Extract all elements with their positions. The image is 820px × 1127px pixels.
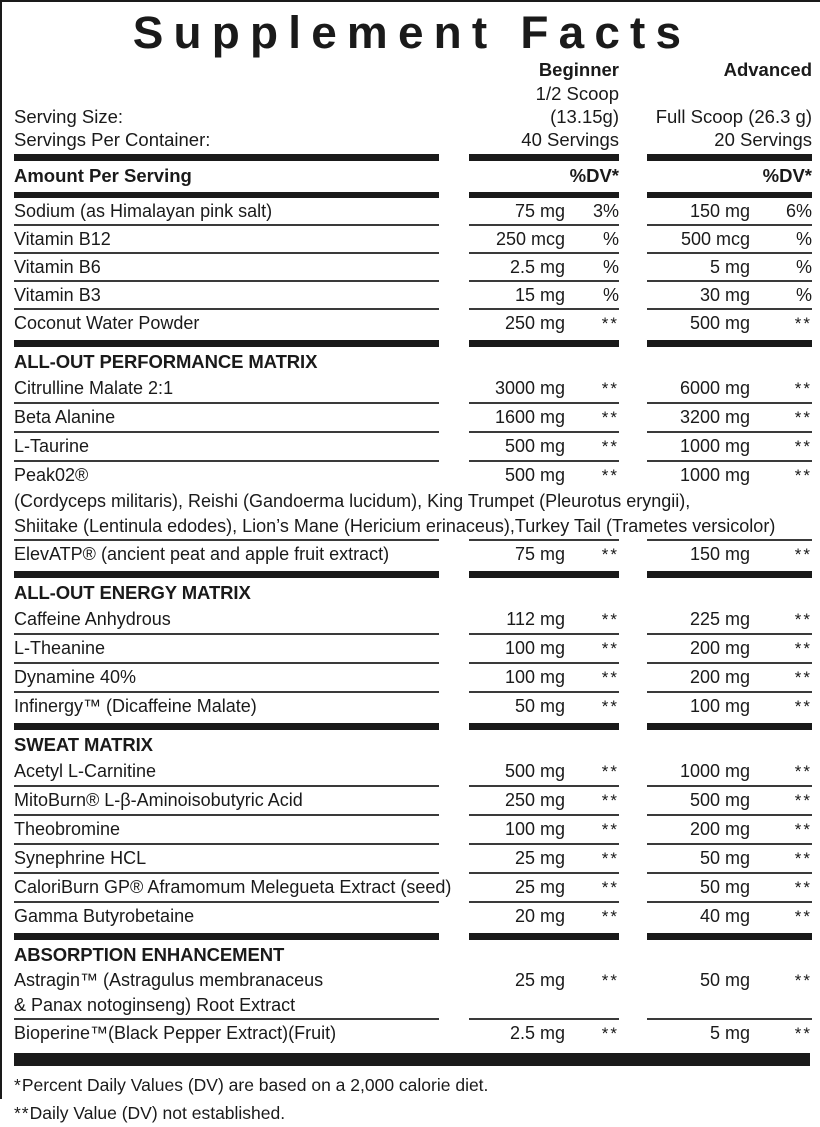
dv-advanced: ** <box>794 878 812 897</box>
amount-advanced: 200 mg <box>689 819 750 839</box>
dv-beginner: 3% <box>592 201 619 221</box>
dv-advanced: ** <box>794 379 812 398</box>
dv-advanced: ** <box>794 545 812 564</box>
dv-beginner: ** <box>601 610 619 629</box>
page-title: Supplement Facts <box>132 7 692 58</box>
amount-beginner: 250 mg <box>504 313 565 333</box>
amount-advanced: 5 mg <box>709 257 750 277</box>
dv-beginner: ** <box>601 791 619 810</box>
ingredient-description-line: (Cordyceps militaris), Reishi (Gandoerma lucidum), King Trumpet (Pleurotus eryngii), <box>14 491 691 511</box>
ingredient-name: Coconut Water Powder <box>14 313 200 333</box>
ingredient-name: Theobromine <box>14 819 121 839</box>
dv-beginner: ** <box>601 639 619 658</box>
dv-advanced: ** <box>794 971 812 990</box>
column-header-beginner: Beginner <box>538 59 619 80</box>
ingredient-name: Beta Alanine <box>14 407 116 427</box>
rule-bar <box>14 571 810 578</box>
ingredient-name: Sodium (as Himalayan pink salt) <box>14 201 273 221</box>
amount-advanced: 1000 mg <box>679 761 750 781</box>
serving-size-advanced: Full Scoop (26.3 g) <box>655 106 812 127</box>
dv-advanced: % <box>795 285 812 305</box>
ingredient-row <box>14 845 810 872</box>
ingredient-row <box>14 874 810 901</box>
ingredient-row <box>14 664 810 691</box>
amount-beginner: 500 mg <box>504 465 565 485</box>
dv-advanced: ** <box>794 1024 812 1043</box>
amount-advanced: 40 mg <box>699 906 750 926</box>
section-heading: ALL-OUT PERFORMANCE MATRIX <box>14 351 318 372</box>
amount-per-serving-header <box>14 161 810 189</box>
ingredient-name: Astragin™ (Astragulus membranaceus & Panax notoginseng) Root Extract <box>14 970 324 1015</box>
ingredient-row <box>14 787 810 814</box>
amount-beginner: 500 mg <box>504 761 565 781</box>
amount-beginner: 2.5 mg <box>509 1023 565 1043</box>
ingredient-row <box>14 198 810 224</box>
amount-advanced: 6000 mg <box>679 378 750 398</box>
amount-beginner: 100 mg <box>504 638 565 658</box>
section-heading: ALL-OUT ENERGY MATRIX <box>14 582 251 603</box>
dv-beginner: ** <box>601 314 619 333</box>
amount-beginner: 25 mg <box>514 970 565 990</box>
dv-advanced: ** <box>794 466 812 485</box>
footer-rule-bar <box>14 1053 810 1066</box>
footnote: **Daily Value (DV) not established. <box>14 1103 286 1123</box>
ingredient-row <box>14 226 810 252</box>
ingredient-row <box>14 282 810 308</box>
ingredient-row <box>14 375 810 402</box>
amount-beginner: 500 mg <box>504 436 565 456</box>
amount-advanced: 50 mg <box>699 848 750 868</box>
amount-beginner: 100 mg <box>504 819 565 839</box>
ingredient-name: Bioperine™(Black Pepper Extract)(Fruit) <box>14 1023 337 1043</box>
section-heading: SWEAT MATRIX <box>14 734 153 755</box>
ingredient-name: Caffeine Anhydrous <box>14 609 171 629</box>
ingredient-row <box>14 254 810 280</box>
dv-beginner: ** <box>601 849 619 868</box>
serving-header <box>14 59 810 82</box>
dv-advanced: ** <box>794 791 812 810</box>
amount-advanced: 50 mg <box>699 970 750 990</box>
amount-beginner: 15 mg <box>514 285 565 305</box>
dv-advanced: 6% <box>785 201 812 221</box>
ingredient-sections <box>14 198 810 1047</box>
servings-per-container-advanced: 20 Servings <box>714 129 812 150</box>
dv-advanced: ** <box>794 668 812 687</box>
amount-advanced: 150 mg <box>689 201 750 221</box>
dv-beginner: ** <box>601 437 619 456</box>
dv-beginner: % <box>602 285 619 305</box>
dv-beginner: ** <box>601 408 619 427</box>
amount-advanced: 50 mg <box>699 877 750 897</box>
ingredient-row <box>14 635 810 662</box>
ingredient-row <box>14 758 810 785</box>
dv-beginner: ** <box>601 907 619 926</box>
amount-advanced: 200 mg <box>689 667 750 687</box>
ingredient-row <box>14 903 810 930</box>
amount-advanced: 225 mg <box>689 609 750 629</box>
ingredient-name: Infinergy™ (Dicaffeine Malate) <box>14 696 257 716</box>
dv-advanced: ** <box>794 314 812 333</box>
dv-header-beginner: %DV* <box>569 165 619 186</box>
ingredient-row <box>14 606 810 633</box>
amount-per-serving-label: Amount Per Serving <box>14 165 192 186</box>
dv-beginner: ** <box>601 1024 619 1043</box>
dv-beginner: ** <box>601 697 619 716</box>
ingredient-name: Acetyl L-Carnitine <box>14 761 157 781</box>
ingredient-row <box>14 693 810 720</box>
ingredient-name: CaloriBurn GP® Aframomum Melegueta Extract (seed) <box>14 877 452 897</box>
amount-advanced: 500 mg <box>689 790 750 810</box>
amount-beginner: 1600 mg <box>494 407 565 427</box>
dv-advanced: % <box>795 257 812 277</box>
dv-advanced: % <box>795 229 812 249</box>
ingredient-name: Citrulline Malate 2:1 <box>14 378 174 398</box>
amount-advanced: 1000 mg <box>679 465 750 485</box>
ingredient-description-line: Shiitake (Lentinula edodes), Lion’s Mane (Hericium erinaceus),Turkey Tail (Trametes versicolor) <box>14 516 776 536</box>
amount-advanced: 500 mcg <box>680 229 750 249</box>
footnote: *Percent Daily Values (DV) are based on a 2,000 calorie diet. <box>14 1075 489 1095</box>
amount-advanced: 30 mg <box>699 285 750 305</box>
ingredient-row <box>14 404 810 431</box>
ingredient-name: Synephrine HCL <box>14 848 147 868</box>
dv-beginner: ** <box>601 971 619 990</box>
dv-beginner: ** <box>601 820 619 839</box>
amount-beginner: 250 mg <box>504 790 565 810</box>
dv-advanced: ** <box>794 697 812 716</box>
ingredient-row <box>14 968 810 1018</box>
ingredient-name: Vitamin B3 <box>14 285 101 305</box>
dv-beginner: % <box>602 229 619 249</box>
amount-advanced: 100 mg <box>689 696 750 716</box>
dv-header-advanced: %DV* <box>762 165 812 186</box>
amount-beginner: 112 mg <box>506 609 565 629</box>
ingredient-name: MitoBurn® L-β-Aminoisobutyric Acid <box>14 790 303 810</box>
amount-beginner: 100 mg <box>504 667 565 687</box>
rule-bar <box>14 933 810 940</box>
dv-advanced: ** <box>794 408 812 427</box>
dv-advanced: ** <box>794 907 812 926</box>
ingredient-name: Peak02® <box>14 465 89 485</box>
dv-advanced: ** <box>794 849 812 868</box>
servings-per-container-beginner: 40 Servings <box>521 129 619 150</box>
ingredient-name: L-Taurine <box>14 436 90 456</box>
dv-beginner: ** <box>601 878 619 897</box>
ingredient-name: Vitamin B12 <box>14 229 111 249</box>
amount-advanced: 200 mg <box>689 638 750 658</box>
amount-advanced: 3200 mg <box>679 407 750 427</box>
dv-beginner: % <box>602 257 619 277</box>
ingredient-row <box>14 433 810 460</box>
serving-size-label: Serving Size: <box>14 106 123 127</box>
ingredient-name: Dynamine 40% <box>14 667 137 687</box>
servings-per-container-row <box>14 128 810 151</box>
amount-beginner: 50 mg <box>514 696 565 716</box>
ingredient-row <box>14 462 810 489</box>
ingredient-row <box>14 1020 810 1047</box>
serving-size-beginner: 1/2 Scoop (13.15g) <box>535 83 619 127</box>
rule-bar <box>14 340 810 347</box>
dv-beginner: ** <box>601 762 619 781</box>
amount-advanced: 150 mg <box>689 544 750 564</box>
dv-beginner: ** <box>601 379 619 398</box>
dv-beginner: ** <box>601 466 619 485</box>
dv-beginner: ** <box>601 545 619 564</box>
ingredient-name: ElevATP® (ancient peat and apple fruit extract) <box>14 544 390 564</box>
ingredient-row <box>14 541 810 568</box>
rule-bar <box>14 723 810 730</box>
ingredient-row <box>14 310 810 337</box>
ingredient-name: L-Theanine <box>14 638 106 658</box>
dv-advanced: ** <box>794 437 812 456</box>
amount-beginner: 25 mg <box>514 877 565 897</box>
ingredient-name: Vitamin B6 <box>14 257 101 277</box>
footnotes <box>14 1066 810 1127</box>
dv-advanced: ** <box>794 639 812 658</box>
rule-bar <box>14 154 810 161</box>
ingredient-name: Gamma Butyrobetaine <box>14 906 195 926</box>
serving-size-row <box>14 82 810 128</box>
dv-advanced: ** <box>794 762 812 781</box>
amount-beginner: 3000 mg <box>494 378 565 398</box>
ingredient-row <box>14 816 810 843</box>
amount-beginner: 75 mg <box>514 201 565 221</box>
column-header-advanced: Advanced <box>723 59 812 80</box>
amount-beginner: 250 mcg <box>495 229 565 249</box>
servings-per-container-label: Servings Per Container: <box>14 129 211 150</box>
amount-beginner: 2.5 mg <box>509 257 565 277</box>
amount-beginner: 75 mg <box>514 544 565 564</box>
amount-advanced: 5 mg <box>709 1023 750 1043</box>
amount-advanced: 500 mg <box>689 313 750 333</box>
dv-beginner: ** <box>601 668 619 687</box>
section-heading: ABSORPTION ENHANCEMENT <box>14 944 285 965</box>
amount-advanced: 1000 mg <box>679 436 750 456</box>
amount-beginner: 25 mg <box>514 848 565 868</box>
amount-beginner: 20 mg <box>514 906 565 926</box>
dv-advanced: ** <box>794 820 812 839</box>
dv-advanced: ** <box>794 610 812 629</box>
